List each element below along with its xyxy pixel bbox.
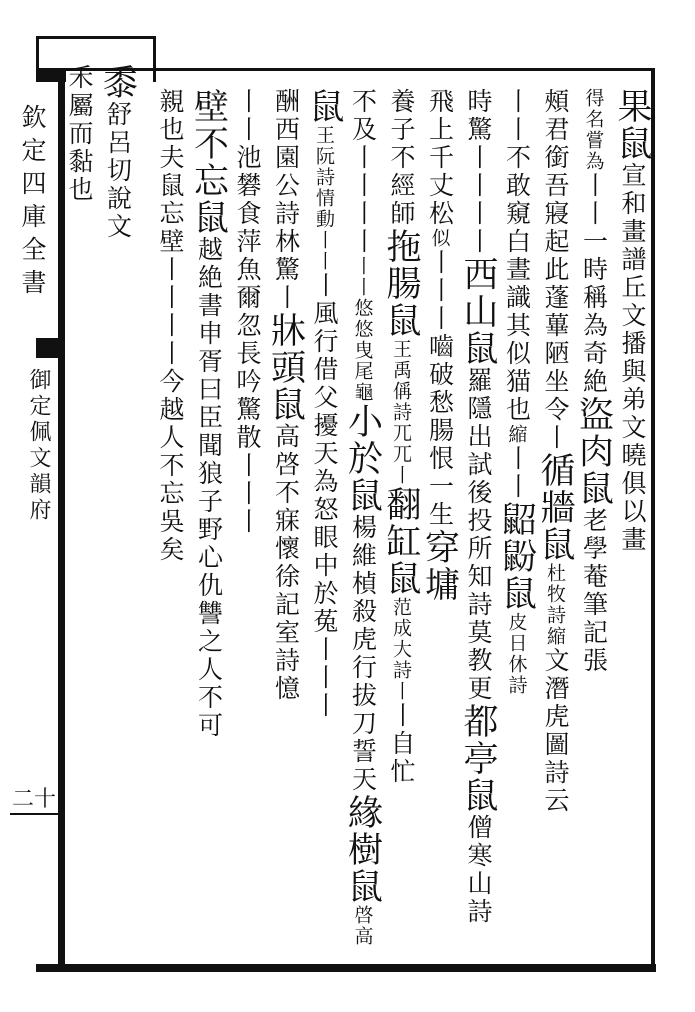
text-column xyxy=(225,88,269,536)
headword: 翻缸鼠 xyxy=(381,486,421,597)
annotation-text: 丨風行借父擾 xyxy=(310,272,339,440)
annotation-text: 天為怒眼中於菟丨丨丨 xyxy=(310,440,339,720)
annotation-text: 縮 xyxy=(505,424,528,445)
text-column xyxy=(456,88,500,926)
annotation-text: 親也夫鼠忘壁丨丨丨丨今越人不忘吳矣 xyxy=(156,88,185,564)
fishtail-mark xyxy=(36,338,60,358)
annotation-text: 丨丨丨嚙破愁腸恨一生 xyxy=(425,249,455,529)
book-title: 欽定四庫全書 xyxy=(18,104,47,302)
annotation-text: 啓高 xyxy=(351,905,374,947)
headword: 鼦鼢鼠 xyxy=(496,501,537,612)
annotation-text: 丨丨不敢窺白晝識其似猫也 xyxy=(502,88,532,424)
bottom-rule xyxy=(36,964,656,972)
headword: 小於鼠 xyxy=(342,403,383,514)
annotation-text: 羅隱出試後投所知詩莫教更 xyxy=(464,367,493,703)
text-column xyxy=(302,88,346,720)
headword: 拖腸鼠 xyxy=(381,228,421,339)
headword: 盜肉鼠 xyxy=(573,396,614,507)
annotation-text: 范成大詩丨 xyxy=(390,597,412,702)
headword: 緣樹鼠 xyxy=(342,794,383,905)
annotation-text: 王禹偁詩兀兀丨 xyxy=(390,339,412,486)
headword: 果鼠 xyxy=(612,88,652,162)
annotation-text: 丨丨一時稱為奇絶 xyxy=(579,172,609,396)
annotation-text: 丨丨 xyxy=(502,445,532,501)
headword: 西山鼠 xyxy=(458,256,498,367)
annotation-text: 養子不經師 xyxy=(387,88,416,228)
text-column xyxy=(533,88,577,815)
annotation-text: 宣和畫譜丘文播與弟文曉俱以畫 xyxy=(618,162,647,554)
annotation-text: 杜牧詩縮 xyxy=(544,563,566,647)
annotation-text: 丨丨池礬食萍魚 xyxy=(233,88,262,284)
text-column xyxy=(96,64,140,241)
headword: 循牆鼠 xyxy=(535,452,575,563)
annotation-text: 禾屬而黏也 xyxy=(65,64,94,204)
volume-title: 御定佩文韻府 xyxy=(26,368,51,524)
text-column xyxy=(495,88,539,696)
headword: 牀頭鼠 xyxy=(265,312,306,423)
text-column xyxy=(418,88,462,603)
headword: 都亭鼠 xyxy=(458,703,498,814)
annotation-text: 酬西園公詩林驚丨 xyxy=(271,88,301,312)
headword: 鼠 xyxy=(304,88,344,125)
text-column xyxy=(57,64,101,204)
annotation-text: 王阮詩情動丨丨 xyxy=(313,125,335,272)
annotation-text: 爾忽長吟驚散丨丨丨 xyxy=(233,284,262,536)
annotation-text: 楊維楨殺虎行拔刀誓天 xyxy=(348,514,378,794)
annotation-text: 得名嘗為 xyxy=(582,88,605,172)
annotation-text: 不及丨丨丨丨 xyxy=(348,88,378,256)
annotation-text: 丨自忙 xyxy=(387,702,416,786)
headword: 黍 xyxy=(97,64,138,101)
annotation-text: 皮日休詩 xyxy=(505,612,528,696)
annotation-text: 文潛虎圖詩云 xyxy=(541,647,570,815)
page-number: 二十 xyxy=(10,782,58,815)
text-column xyxy=(148,88,192,564)
text-column xyxy=(379,88,423,786)
text-column xyxy=(572,88,616,675)
text-column xyxy=(264,88,308,703)
annotation-text: 越絶書申胥曰臣聞狼子野心仇讐之人不可 xyxy=(194,236,224,740)
headword: 壁不忘鼠 xyxy=(188,88,229,236)
annotation-text: 僧寒山詩 xyxy=(464,814,493,926)
annotation-text: 丨 xyxy=(541,424,570,452)
annotation-text: 丨丨悠悠曳尾龜 xyxy=(351,256,374,403)
text-column xyxy=(610,88,654,554)
annotation-text: 時驚丨丨丨丨 xyxy=(464,88,493,256)
annotation-text: 頰君銜吾寢起此蓬蓽陋坐令 xyxy=(541,88,570,424)
annotation-text: 舒呂切說文 xyxy=(103,101,133,241)
annotation-text: 高啓不寐懷徐記室詩憶 xyxy=(271,423,301,703)
annotation-text: 老學菴筆記張 xyxy=(579,507,609,675)
annotation-text: 飛上千丈松 xyxy=(425,88,455,228)
annotation-text: 似 xyxy=(428,228,451,249)
headword: 穿墉 xyxy=(419,529,460,603)
text-column xyxy=(187,88,231,740)
text-column xyxy=(341,88,385,947)
